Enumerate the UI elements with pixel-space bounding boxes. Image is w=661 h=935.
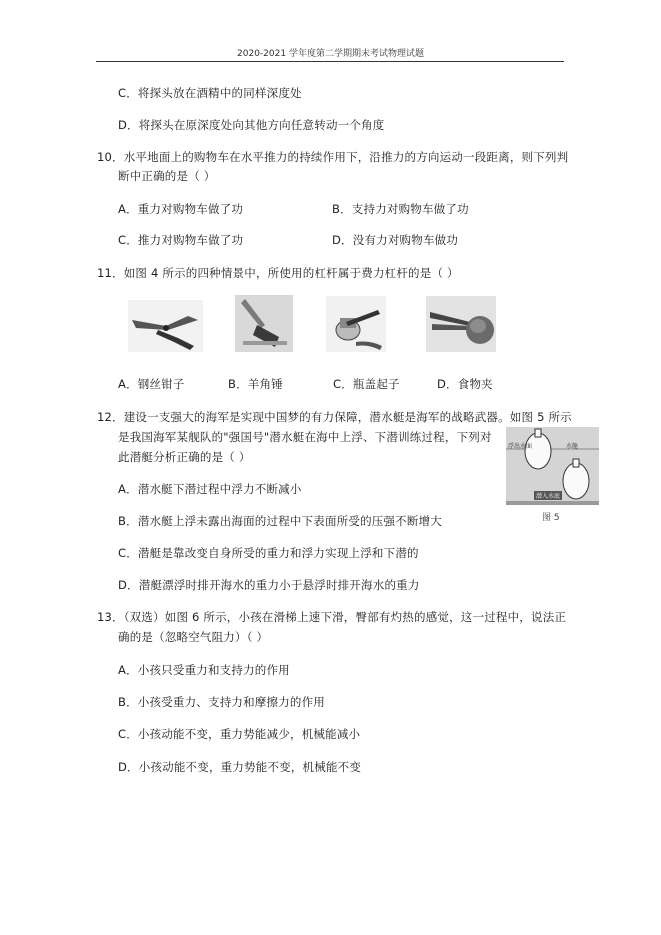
- q10-option-d[interactable]: D．没有力对购物车做功: [332, 233, 459, 247]
- q11-option-c[interactable]: C．瓶盖起子: [333, 377, 400, 391]
- q13-option-c[interactable]: C．小孩动能不变，重力势能减少，机械能减小: [118, 727, 361, 741]
- q11-option-a[interactable]: A．钢丝钳子: [118, 377, 185, 391]
- header-rule: [96, 61, 564, 62]
- q12-option-c[interactable]: C．潜艇是靠改变自身所受的重力和浮力实现上浮和下潜的: [118, 546, 419, 560]
- food-tongs-image: [426, 296, 496, 352]
- fig5-label-bottom: 潜入水底: [536, 493, 561, 500]
- q13-option-a[interactable]: A．小孩只受重力和支持力的作用: [118, 663, 290, 677]
- q12-stem-line3: 此潜艇分析正确的是（ ）: [118, 450, 251, 464]
- claw-hammer-image: [235, 295, 293, 352]
- bottle-opener-image: [326, 296, 386, 352]
- submarine-figure: [506, 427, 599, 505]
- q13-stem-line2: 确的是（忽略空气阻力）（ ）: [118, 630, 269, 644]
- q13-stem-line1: 13．（双选）如图 6 所示，小孩在滑梯上速下滑，臀部有灼热的感觉，这一过程中，说法正: [97, 610, 567, 624]
- figure-5-caption: 图 5: [542, 513, 560, 523]
- q12-stem-line1: 12．建设一支强大的海军是实现中国梦的有力保障，潜水艇是海军的战略武器。如图 5 所示: [97, 410, 572, 424]
- q10-option-c[interactable]: C．推力对购物车做了功: [118, 233, 244, 247]
- q11-option-b[interactable]: B．羊角锤: [228, 377, 283, 391]
- q10-stem-line2: 断中正确的是（ ）: [118, 169, 216, 183]
- q11-option-d[interactable]: D．食物夹: [437, 377, 493, 391]
- q10-stem-line1: 10．水平地面上的购物车在水平推力的持续作用下，沿推力的方向运动一段距离，则下列判: [97, 150, 569, 164]
- q10-option-a[interactable]: A．重力对购物车做了功: [118, 202, 244, 216]
- q11-stem: 11．如图 4 所示的四种情景中，所使用的杠杆属于费力杠杆的是（ ）: [97, 266, 459, 280]
- q9-option-c[interactable]: C．将探头放在酒精中的同样深度处: [118, 86, 302, 100]
- fig5-label-right: 水舱: [566, 443, 579, 450]
- q13-option-b[interactable]: B．小孩受重力、支持力和摩擦力的作用: [118, 695, 325, 709]
- q12-option-d[interactable]: D．潜艇漂浮时排开海水的重力小于悬浮时排开海水的重力: [118, 578, 420, 592]
- q10-option-b[interactable]: B．支持力对购物车做了功: [332, 202, 469, 216]
- q12-option-a[interactable]: A．潜水艇下潜过程中浮力不断减小: [118, 482, 302, 496]
- q12-stem-line2: 是我国海军某舰队的"强国号"潜水艇在海中上浮、下潜训练过程，下列对: [118, 430, 492, 444]
- q9-option-d[interactable]: D．将探头在原深度处向其他方向任意转动一个角度: [118, 118, 385, 132]
- page-header: 2020-2021 学年度第二学期期末考试物理试题: [237, 49, 424, 59]
- fig5-label-left: 浮出水面: [508, 443, 533, 450]
- pliers-image: [128, 300, 203, 352]
- q12-option-b[interactable]: B．潜水艇上浮未露出海面的过程中下表面所受的压强不断增大: [118, 514, 442, 528]
- q13-option-d[interactable]: D．小孩动能不变，重力势能不变，机械能不变: [118, 760, 362, 774]
